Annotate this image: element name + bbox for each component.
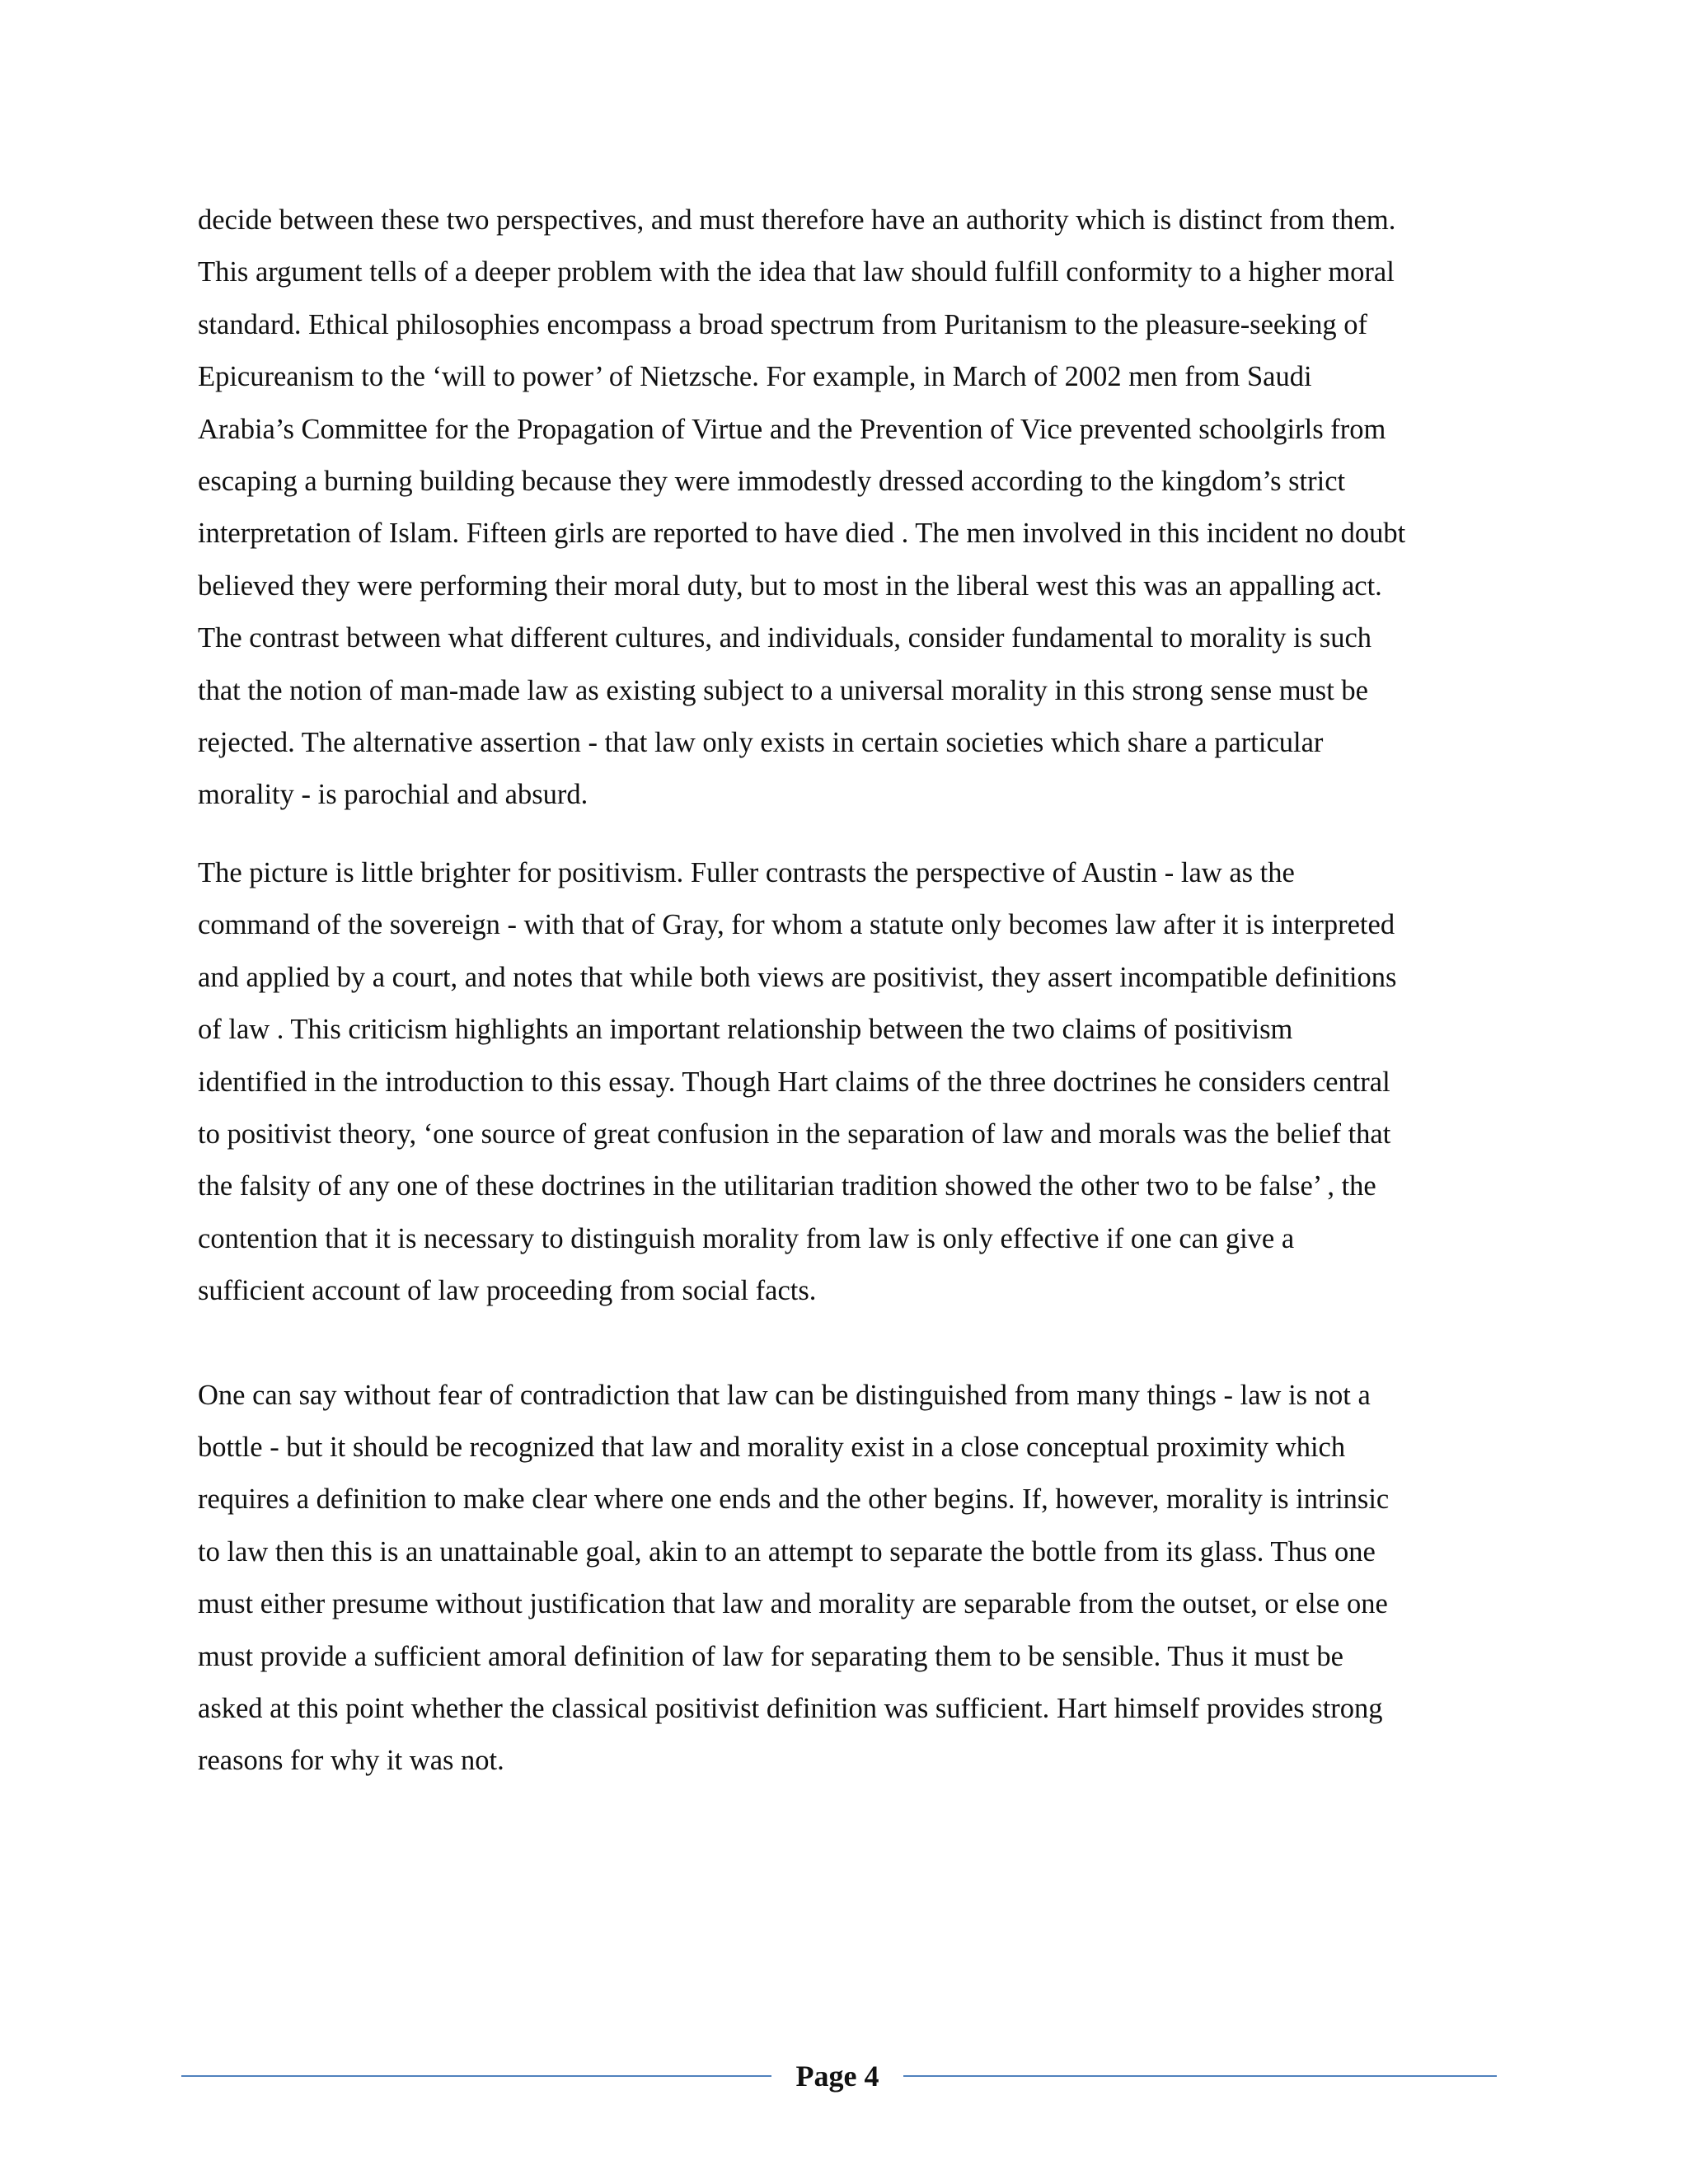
paragraph-1	[198, 194, 1484, 822]
text-line: the falsity of any one of these doctrines in the utilitarian tradition showed the other two to be false’ , the	[198, 1170, 1376, 1202]
text-line: One can say without fear of contradiction that law can be distinguished from many things - law is not a	[198, 1379, 1371, 1411]
text-line: reasons for why it was not.	[198, 1745, 504, 1777]
text-line: of law . This criticism highlights an important relationship between the two claims of positivism	[198, 1014, 1293, 1046]
text-line: must either presume without justification that law and morality are separable from the outset, or else one	[198, 1588, 1388, 1620]
text-line: command of the sovereign - with that of Gray, for whom a statute only becomes law after it is interpreted	[198, 909, 1395, 941]
text-line: The contrast between what different cultures, and individuals, consider fundamental to morality is such	[198, 622, 1372, 654]
text-line: Arabia’s Committee for the Propagation of Virtue and the Prevention of Vice prevented schoolgirls from	[198, 413, 1386, 445]
text-line: and applied by a court, and notes that while both views are positivist, they assert incompatible definitions	[198, 961, 1397, 993]
footer-rule-right	[903, 2075, 1497, 2077]
text-line: escaping a burning building because they were immodestly dressed according to the kingdom’s strict	[198, 466, 1346, 498]
text-line: requires a definition to make clear where one ends and the other begins. If, however, morality is intrinsic	[198, 1483, 1390, 1516]
text-line: contention that it is necessary to distinguish morality from law is only effective if one can give a	[198, 1222, 1295, 1254]
text-line: to positivist theory, ‘one source of great confusion in the separation of law and morals was the belief that	[198, 1118, 1391, 1150]
text-line: standard. Ethical philosophies encompass a broad spectrum from Puritanism to the pleasure-seeking of	[198, 308, 1367, 340]
footer-rule-left	[181, 2075, 771, 2077]
text-line: This argument tells of a deeper problem with the idea that law should fulfill conformity to a higher moral	[198, 256, 1395, 288]
text-line: interpretation of Islam. Fifteen girls are reported to have died . The men involved in this incident no doubt	[198, 518, 1406, 550]
text-line: morality - is parochial and absurd.	[198, 779, 588, 811]
text-line: must provide a sufficient amoral definition of law for separating them to be sensible. Thus it must be	[198, 1640, 1343, 1672]
text-line: bottle - but it should be recognized that law and morality exist in a close conceptual proximity which	[198, 1431, 1346, 1463]
text-line: Epicureanism to the ‘will to power’ of Nietzsche. For example, in March of 2002 men from Saudi	[198, 361, 1312, 393]
text-line: sufficient account of law proceeding from social facts.	[198, 1275, 817, 1307]
text-line: identified in the introduction to this essay. Though Hart claims of the three doctrines he considers central	[198, 1066, 1390, 1098]
text-line: believed they were performing their moral duty, but to most in the liberal west this was an appalling act.	[198, 569, 1382, 602]
document-body	[198, 194, 1484, 1788]
text-line: decide between these two perspectives, and must therefore have an authority which is distinct from them.	[198, 204, 1396, 236]
paragraph-3	[198, 1370, 1484, 1788]
paragraph-2	[198, 847, 1484, 1318]
text-line: to law then this is an unattainable goal, akin to an attempt to separate the bottle from its glass. Thus one	[198, 1535, 1376, 1568]
page-footer	[181, 2055, 1497, 2097]
text-line: rejected. The alternative assertion - that law only exists in certain societies which share a particular	[198, 727, 1324, 759]
text-line: that the notion of man-made law as existing subject to a universal morality in this strong sense must be	[198, 674, 1368, 706]
text-line: asked at this point whether the classical positivist definition was sufficient. Hart himself provides strong	[198, 1692, 1383, 1724]
page-number: Page 4	[795, 2060, 879, 2093]
text-line: The picture is little brighter for positivism. Fuller contrasts the perspective of Austin - law as the	[198, 856, 1295, 888]
